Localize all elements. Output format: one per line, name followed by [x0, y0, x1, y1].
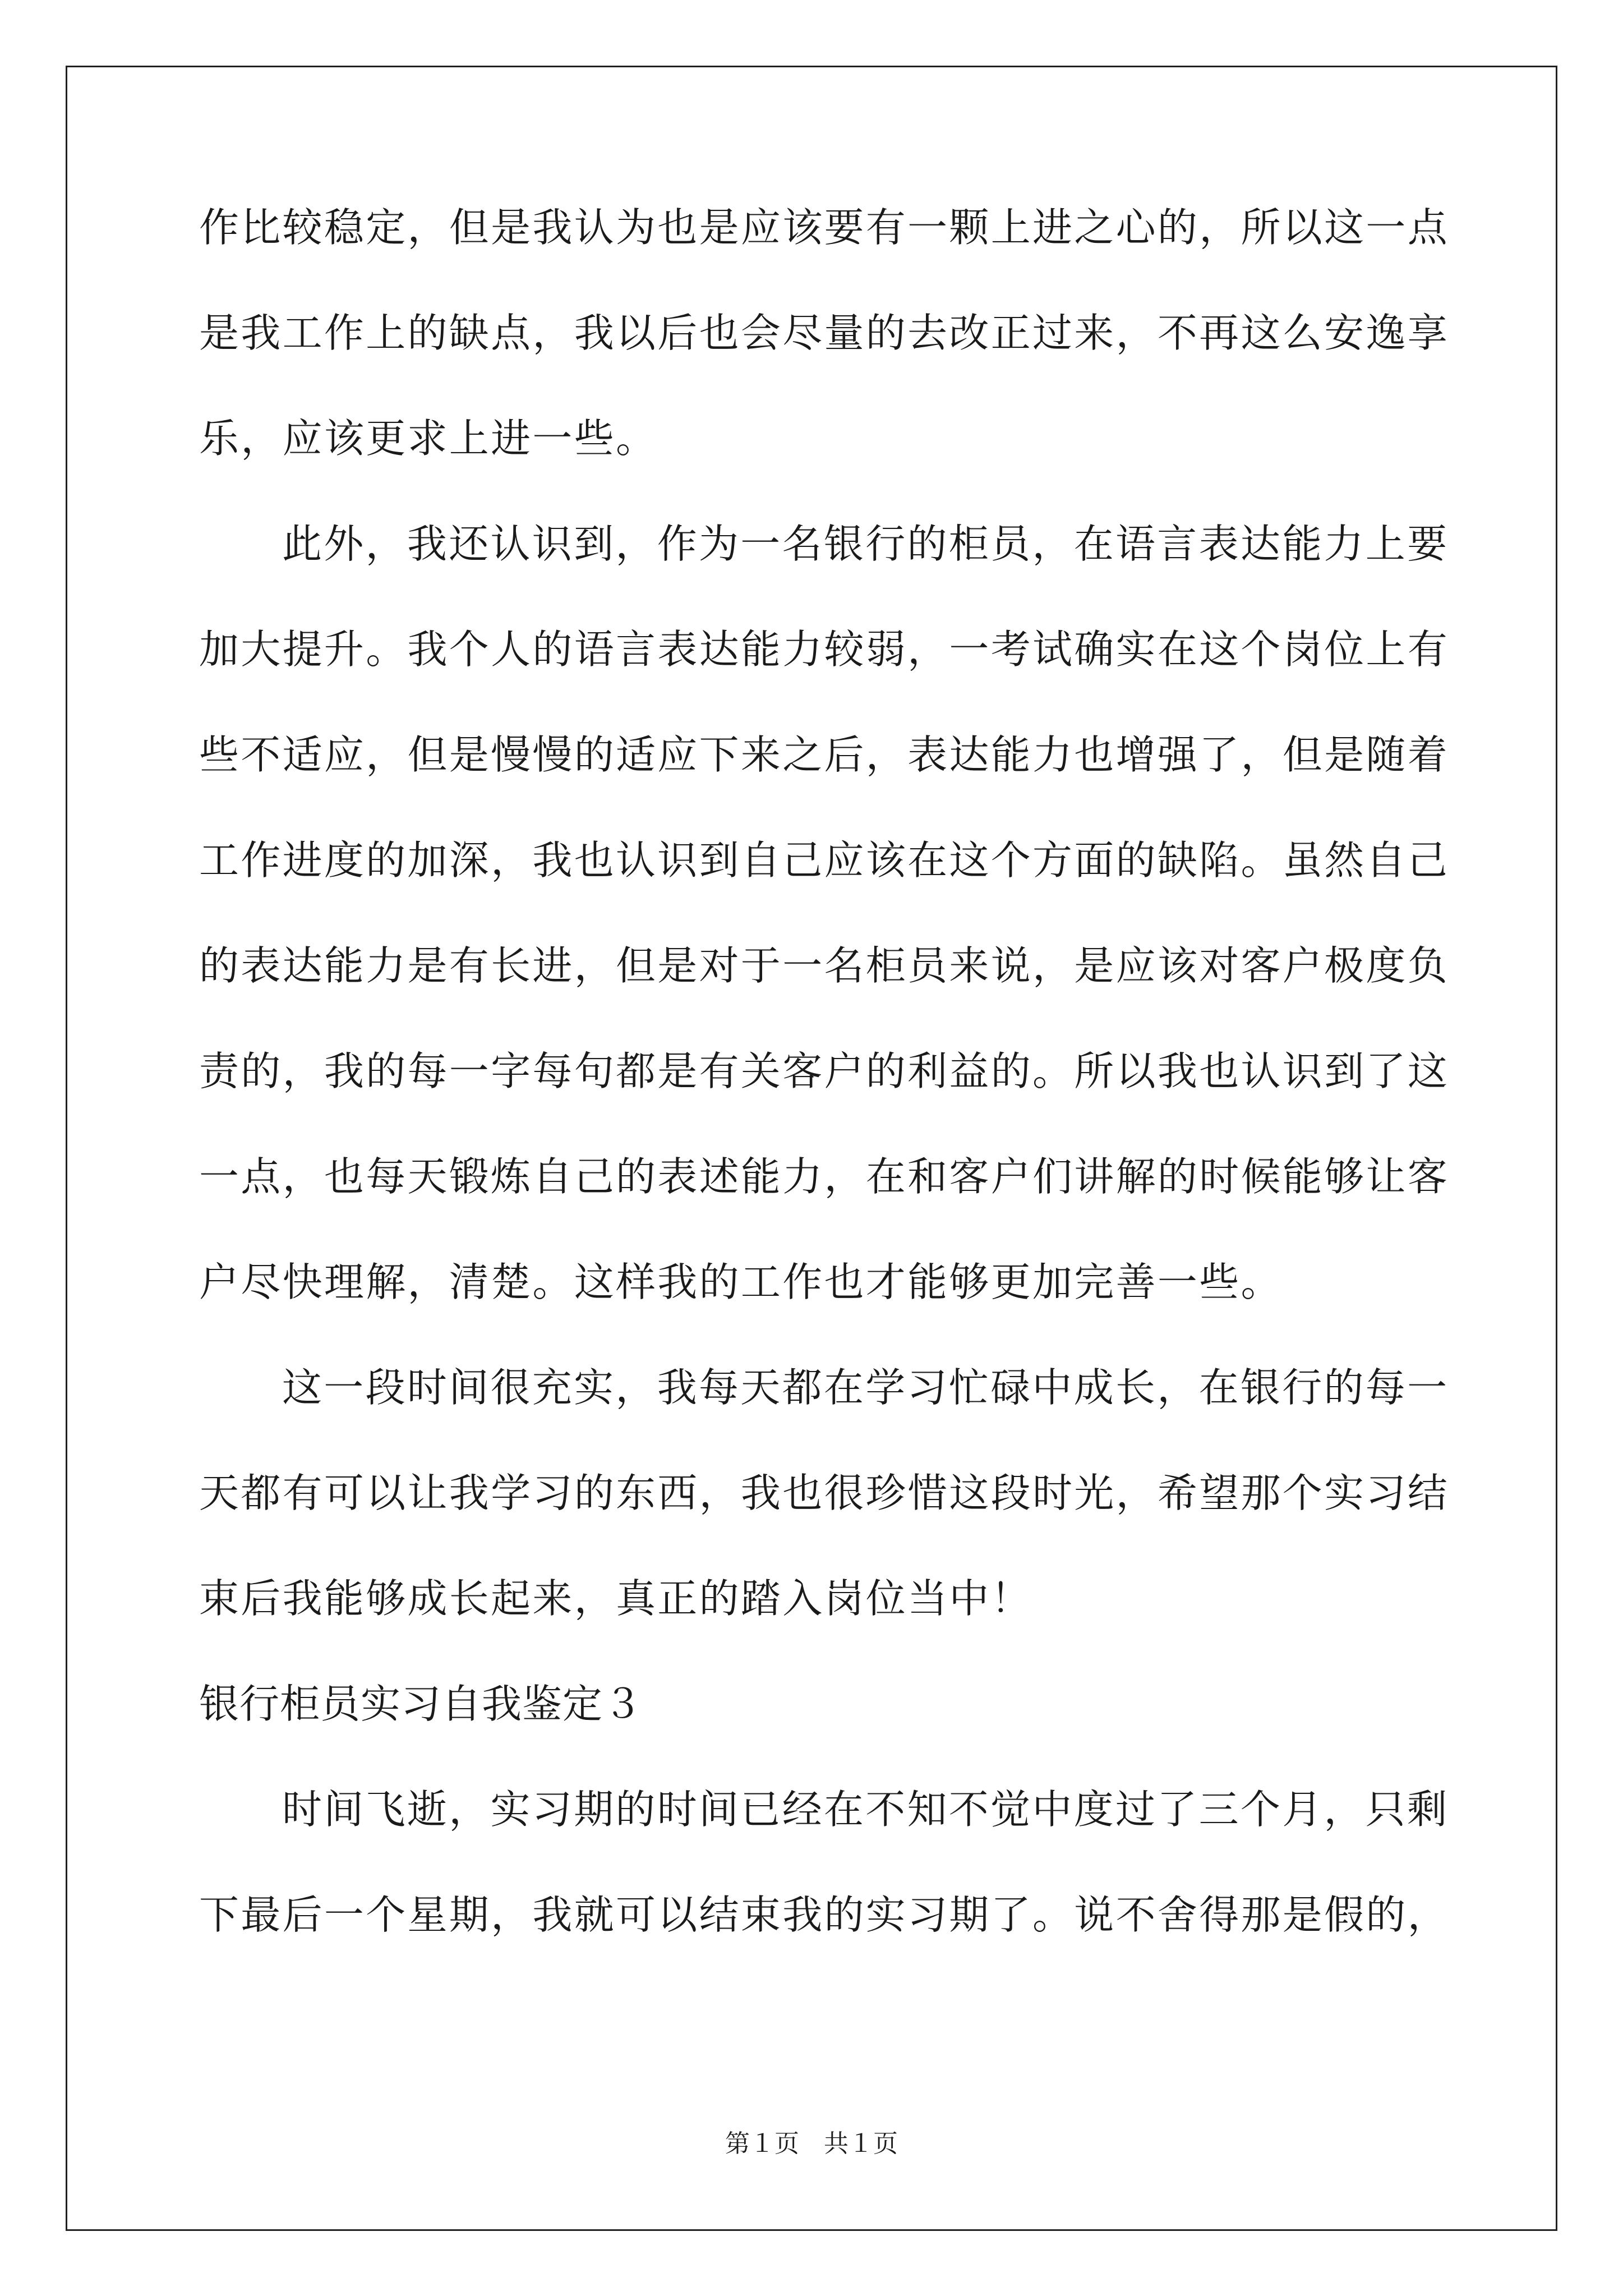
- body-line: 天都有可以让我学习的东西，我也很珍惜这段时光，希望那个实习结: [199, 1470, 1450, 1516]
- page-number-label: 第１页 共１页: [725, 2129, 898, 2158]
- document-body: [199, 204, 1450, 2000]
- body-line: 户尽快理解，清楚。这样我的工作也才能够更加完善一些。: [199, 1259, 1283, 1305]
- body-line: 工作进度的加深，我也认识到自己应该在这个方面的缺陷。虽然自己: [199, 837, 1450, 884]
- body-line: 责的，我的每一字每句都是有关客户的利益的。所以我也认识到了这: [199, 1048, 1450, 1094]
- body-line: 一点，也每天锻炼自己的表述能力，在和客户们讲解的时候能够让客: [199, 1153, 1450, 1200]
- body-line: 束后我能够成长起来，真正的踏入岗位当中！: [199, 1575, 1033, 1622]
- body-line: 是我工作上的缺点，我以后也会尽量的去改正过来，不再这么安逸享: [199, 310, 1450, 356]
- body-line: 下最后一个星期，我就可以结束我的实习期了。说不舍得那是假的，: [199, 1892, 1450, 1938]
- paragraph-first-line: 时间飞逝，实习期的时间已经在不知不觉中度过了三个月，只剩: [282, 1786, 1449, 1833]
- body-line: 作比较稳定，但是我认为也是应该要有一颗上进之心的，所以这一点: [199, 204, 1450, 251]
- body-line: 些不适应，但是慢慢的适应下来之后，表达能力也增强了，但是随着: [199, 731, 1450, 778]
- section-heading: 银行柜员实习自我鉴定３: [199, 1681, 644, 1727]
- page-footer: [0, 2129, 1623, 2158]
- paragraph-first-line: 此外，我还认识到，作为一名银行的柜员，在语言表达能力上要: [282, 521, 1449, 567]
- paragraph-first-line: 这一段时间很充实，我每天都在学习忙碌中成长，在银行的每一: [282, 1364, 1449, 1411]
- body-line: 的表达能力是有长进，但是对于一名柜员来说，是应该对客户极度负: [199, 942, 1450, 989]
- body-line: 加大提升。我个人的语言表达能力较弱，一考试确实在这个岗位上有: [199, 626, 1450, 673]
- body-line: 乐，应该更求上进一些。: [199, 415, 658, 462]
